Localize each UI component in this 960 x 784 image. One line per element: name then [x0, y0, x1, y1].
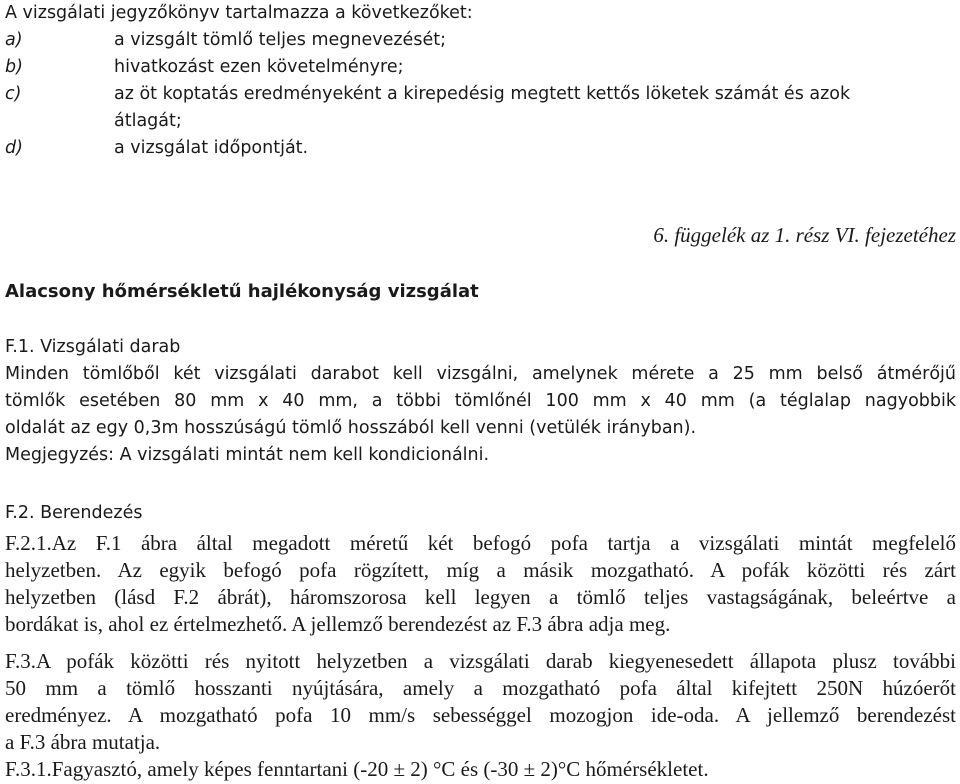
list-text: a vizsgálat időpontját. [114, 138, 309, 158]
section-f2 [5, 500, 956, 527]
f1-note: Megjegyzés: A vizsgálati mintát nem kell kondicionálni. [5, 445, 490, 465]
list-item-b [5, 54, 956, 81]
f1-line: oldalát az egy 0,3m hosszúságú tömlő hosszából kell venni (vetülék irányban). [5, 418, 697, 438]
list-text: hivatkozást ezen követelményre; [114, 57, 404, 77]
list-item-c [5, 81, 956, 108]
list-key: a) [5, 30, 23, 50]
section-f3 [5, 648, 956, 756]
f21-line: bordákat is, ahol ez értelmezhető. A jellemző berendezést az F.3 ábra adja meg. [5, 612, 671, 636]
f1-line: tömlők esetében 80 mm x 40 mm, a többi tömlőnél 100 mm x 40 mm (a téglalap nagyobbik [5, 391, 956, 411]
section-title: Alacsony hőmérsékletű hajlékonyság vizsgálat [5, 281, 479, 302]
list-key: d) [5, 138, 23, 158]
list-item-d [5, 135, 956, 162]
section-f21 [5, 530, 956, 638]
f3-line: eredményez. A mozgatható pofa 10 mm/s sebességgel mozogjon ide-oda. A jellemző berendezést [5, 703, 956, 727]
f21-line: F.2.1.Az F.1 ábra által megadott méretű két befogó pofa tartja a vizsgálati mintát megfelelő [5, 531, 956, 555]
list-text: a vizsgált tömlő teljes megnevezését; [114, 30, 446, 50]
list-key: b) [5, 57, 23, 77]
list-key: c) [5, 84, 22, 104]
list-item-a [5, 27, 956, 54]
f3-line: 50 mm a tömlő hosszanti nyújtására, amely a mozgatható pofa által kifejtett 250N húzóerőt [5, 676, 956, 700]
list-item-c-continuation: átlagát; [114, 111, 182, 131]
f1-heading: F.1. Vizsgálati darab [5, 337, 181, 357]
list-text: az öt koptatás eredményeként a kirepedésig megtett kettős löketek számát és azok [114, 84, 851, 104]
f2-heading: F.2. Berendezés [5, 503, 143, 523]
section-f1 [5, 334, 956, 469]
f1-line: Minden tömlőből két vizsgálati darabot kell vizsgálni, amelynek mérete a 25 mm belső átmérőjű [5, 364, 956, 384]
f3-line: F.3.A pofák közötti rés nyitott helyzetben a vizsgálati darab kiegyenesedett állapota plusz további [5, 649, 956, 673]
f3-line: a F.3 ábra mutatja. [5, 730, 161, 754]
annex-reference: 6. függelék az 1. rész VI. fejezetéhez [653, 223, 956, 247]
report-contents-section [5, 0, 956, 162]
report-contents-lead: A vizsgálati jegyzőkönyv tartalmazza a következőket: [5, 3, 473, 23]
f21-line: helyzetben. Az egyik befogó pofa rögzített, míg a másik mozgatható. A pofák közötti rés zárt [5, 558, 956, 582]
f21-line: helyzetben (lásd F.2 ábrát), háromszorosa kell legyen a tömlő teljes vastagságának, beleértve a [5, 585, 956, 609]
f31-line: F.3.1.Fagyasztó, amely képes fenntartani (-20 ± 2) °C és (-30 ± 2)°C hőmérsékletet. [5, 757, 709, 781]
